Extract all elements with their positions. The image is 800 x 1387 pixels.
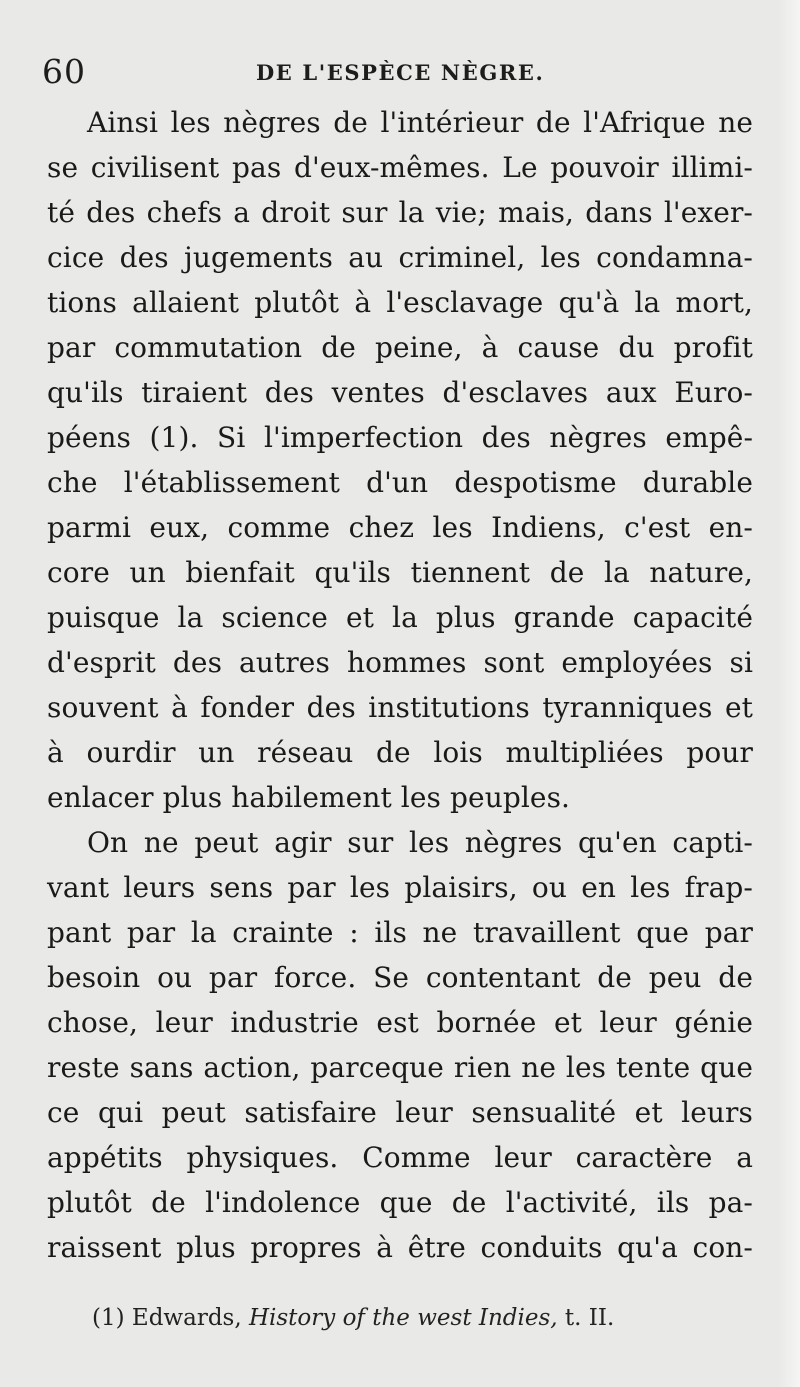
text-line: pant par la crainte : ils ne travaillent que par	[47, 916, 753, 949]
text-line: core un bienfait qu'ils tiennent de la nature,	[47, 556, 753, 589]
text-line: péens (1). Si l'imperfection des nègres empê-	[47, 421, 753, 454]
text-line: d'esprit des autres hommes sont employées si	[47, 646, 753, 679]
text-line: parmi eux, comme chez les Indiens, c'est en-	[47, 511, 753, 544]
footnote-author: Edwards,	[131, 1305, 242, 1331]
text-line: besoin ou par force. Se contentant de peu de	[47, 961, 753, 994]
text-line: cice des jugements au criminel, les condamna-	[47, 241, 753, 274]
text-line: raissent plus propres à être conduits qu'a con-	[47, 1231, 753, 1264]
text-line: appétits physiques. Comme leur caractère a	[47, 1141, 753, 1174]
text-line: On ne peut agir sur les nègres qu'en capti-	[87, 826, 753, 859]
text-line: plutôt de l'indolence que de l'activité, ils pa-	[47, 1186, 753, 1219]
text-line: à ourdir un réseau de lois multipliées pour	[47, 736, 753, 769]
text-line: che l'établissement d'un despotisme durable	[47, 466, 753, 499]
footnote-marker: (1)	[92, 1305, 125, 1331]
text-line: qu'ils tiraient des ventes d'esclaves aux Euro-	[47, 376, 753, 409]
text-line: té des chefs a droit sur la vie; mais, dans l'exer-	[47, 196, 753, 229]
text-line: puisque la science et la plus grande capacité	[47, 601, 753, 634]
footnote-volume: t. II.	[564, 1305, 615, 1331]
page-number: 60	[42, 52, 86, 91]
body-text	[47, 100, 753, 1270]
footnote-title: History of the west Indies,	[248, 1305, 558, 1331]
text-line: tions allaient plutôt à l'esclavage qu'à la mort,	[47, 286, 753, 319]
page-header	[42, 52, 756, 92]
paragraph-1	[47, 100, 753, 820]
text-line: Ainsi les nègres de l'intérieur de l'Afrique ne	[87, 106, 753, 139]
paragraph-2	[47, 820, 753, 1270]
text-line: souvent à fonder des institutions tyranniques et	[47, 691, 753, 724]
running-head: DE L'ESPÈCE NÈGRE.	[256, 60, 545, 85]
footnote	[92, 1305, 614, 1331]
text-line: reste sans action, parceque rien ne les tente que	[47, 1051, 753, 1084]
text-line: chose, leur industrie est bornée et leur génie	[47, 1006, 753, 1039]
text-line: enlacer plus habilement les peuples.	[47, 781, 571, 814]
text-line: par commutation de peine, à cause du profit	[47, 331, 753, 364]
text-line: se civilisent pas d'eux-mêmes. Le pouvoir illimi-	[47, 151, 753, 184]
text-line: vant leurs sens par les plaisirs, ou en les frap-	[47, 871, 753, 904]
text-line: ce qui peut satisfaire leur sensualité et leurs	[47, 1096, 753, 1129]
